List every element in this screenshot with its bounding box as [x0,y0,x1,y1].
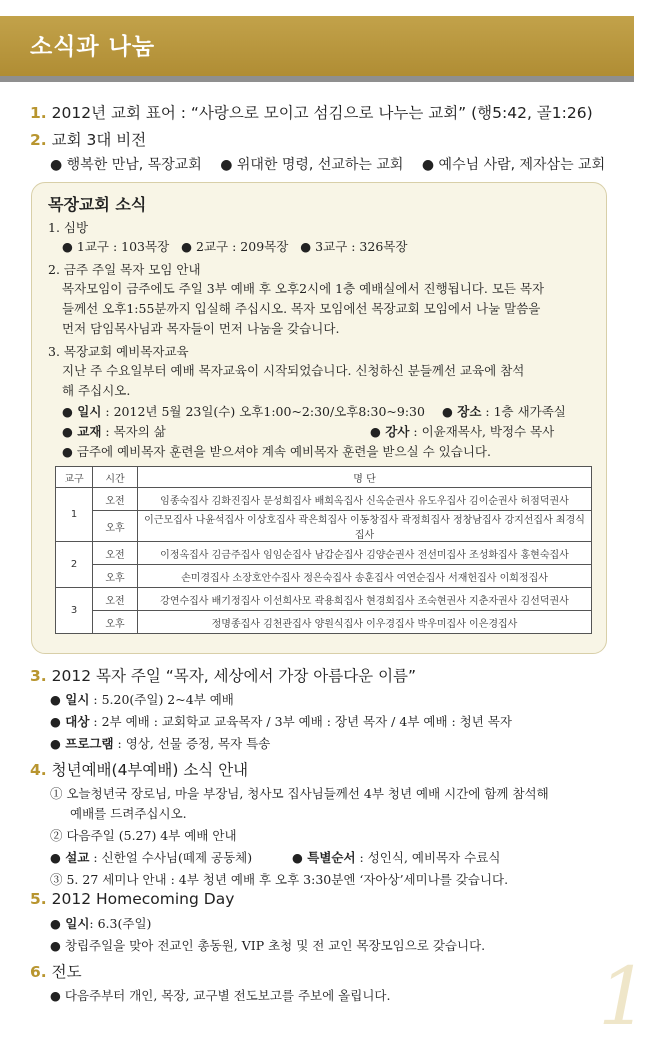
section-header [0,16,634,76]
s4-line-3: ② 다음주일 (5.27) 4부 예배 안내 [50,828,237,843]
item-5 [30,890,234,908]
item-2 [30,128,146,150]
time-cell: 오후 [93,611,138,634]
names-cell: 정명종집사 김천관집사 양원식집사 이우경집사 박우미집사 이은경집사 [138,611,592,634]
mokjang-title: 목장교회 소식 [48,195,147,214]
s5-date [50,914,151,932]
gyogu-cell: 3 [56,588,93,634]
table-row [56,488,592,511]
table-row [56,542,592,565]
vision-bullets [50,154,605,174]
table-row [56,511,592,542]
item-2-number: 2. [30,131,47,149]
header-divider [0,76,634,82]
time-cell: 오전 [93,542,138,565]
table-row [56,611,592,634]
edu-teacher [370,422,554,440]
edu-title: 3. 목장교회 예비목자교육 [48,344,189,359]
page-number: 1 [598,950,649,1043]
visit-title: 1. 심방 [48,220,89,235]
col-names: 명 단 [138,467,592,488]
col-time: 시간 [93,467,138,488]
section-title: 소식과 나눔 [30,34,156,60]
s3-target-label: ● 대상 [50,714,90,729]
time-cell: 오후 [93,565,138,588]
table-row [56,588,592,611]
table-header-row [56,467,592,488]
meeting-line-3: 먼저 담임목사님과 목자들이 먼저 나눔을 갖습니다. [62,321,340,336]
item-3-text: 2012 목자 주일 “목자, 세상에서 가장 아름다운 이름” [51,667,417,685]
s6-bullet-1: ● 다음주부터 개인, 목장, 교구별 전도보고를 주보에 올립니다. [50,988,391,1003]
s4-special-label: ● 특별순서 [292,850,356,865]
s3-date-label: ● 일시 [50,692,90,707]
edu-note: ● 금주에 예비목자 훈련을 받으셔야 계속 예비목자 훈련을 받으실 수 있습니다. [62,444,491,459]
s3-date-value: : 5.20(주일) 2~4부 예배 [89,692,234,707]
s3-target [50,712,512,730]
meeting-line-1: 목자모임이 금주에도 주일 3부 예배 후 오후2시에 1층 예배실에서 진행됩니다. 모든 목자 [62,281,545,296]
time-cell: 오후 [93,511,138,542]
item-1 [30,101,593,123]
s5-bullet-2: ● 창립주일을 맞아 전교인 총동원, VIP 초청 및 전 교인 목장모임으로 갖습니다. [50,938,486,953]
item-6-number: 6. [30,963,47,981]
s4-line-4: ③ 5. 27 세미나 안내 : 4부 청년 예배 후 오후 3:30분엔 ‘자아상’세미나를 갖습니다. [50,872,509,887]
visit-b2: ● 2교구 : 209목장 [181,239,289,254]
s4-sermon-label: ● 설교 [50,850,90,865]
s5-date-value: : 6.3(주일) [89,916,152,931]
edu-place-value: : 1층 새가족실 [481,404,566,419]
s3-program-value: : 영상, 선물 증정, 목자 특송 [113,736,271,751]
vision-1: ● 행복한 만남, 목장교회 [50,157,202,173]
gyogu-cell: 2 [56,542,93,588]
item-4 [30,758,248,780]
edu-date [62,402,425,420]
vision-2: ● 위대한 명령, 선교하는 교회 [220,157,404,173]
item-4-number: 4. [30,761,47,779]
item-3-number: 3. [30,667,47,685]
s4-special-value: : 성인식, 예비목자 수료식 [355,850,501,865]
item-4-text: 청년예배(4부예배) 소식 안내 [51,761,249,779]
edu-line-2: 해 주십시오. [62,383,131,398]
names-cell: 강연수집사 배기정집사 이선희사모 곽용희집사 현경희집사 조숙현권사 지춘자권사 김선덕권사 [138,588,592,611]
edu-teacher-label: ● 강사 [370,424,410,439]
s4-sermon [50,848,252,866]
s3-program-label: ● 프로그램 [50,736,114,751]
s4-line-1: ① 오늘청년국 장로님, 마을 부장님, 청사모 집사님들께선 4부 청년 예배 시간에 함께 참석해 [50,786,549,801]
meeting-line-2: 들께선 오후1:55분까지 입실해 주십시오. 목자 모임에선 목장교회 모임에서 나눌 말씀을 [62,301,541,316]
names-cell: 임종숙집사 김화진집사 문성희집사 배희옥집사 신옥순권사 유도우집사 김이순권사 허점덕권사 [138,488,592,511]
meeting-title: 2. 금주 주일 목자 모임 안내 [48,262,201,277]
edu-place [442,402,566,420]
item-6-text: 전도 [51,963,82,981]
s3-target-value: : 2부 예배 : 교회학교 교육목자 / 3부 예배 : 장년 목자 / 4부 예배 : 청년 목자 [89,714,512,729]
edu-date-label: ● 일시 [62,404,102,419]
edu-teacher-value: : 이윤재목사, 박정수 목사 [409,424,555,439]
item-1-text: 2012년 교회 표어 : “사랑으로 모이고 섬김으로 나누는 교회” (행5:42, 골1:26) [51,104,593,122]
item-5-text: 2012 Homecoming Day [51,890,235,908]
s4-special [292,848,500,866]
item-5-number: 5. [30,890,47,908]
s4-line-2: 예배를 드려주십시오. [70,806,187,821]
time-cell: 오전 [93,588,138,611]
item-2-text: 교회 3대 비전 [51,131,147,149]
item-6 [30,960,82,982]
s5-date-label: ● 일시 [50,916,90,931]
visit-bullets [62,237,407,255]
edu-place-label: ● 장소 [442,404,482,419]
edu-date-value: : 2012년 5월 23일(수) 오후1:00~2:30/오후8:30~9:30 [101,404,425,419]
s3-date [50,690,234,708]
edu-line-1: 지난 주 수요일부터 예배 목자교육이 시작되었습니다. 신청하신 분들께선 교육에 참석 [62,363,525,378]
s3-program [50,734,270,752]
gyogu-cell: 1 [56,488,93,542]
names-cell: 이근모집사 나윤석집사 이상호집사 곽은희집사 이동창집사 곽정희집사 정창남집사 강지선집사 최경식집사 [138,511,592,542]
visit-b3: ● 3교구 : 326목장 [300,239,408,254]
top-margin [0,0,634,16]
edu-textbook [62,422,166,440]
visit-b1: ● 1교구 : 103목장 [62,239,170,254]
trainee-table [55,466,592,634]
time-cell: 오전 [93,488,138,511]
item-3 [30,664,416,686]
item-1-number: 1. [30,104,47,122]
names-cell: 손미경집사 소장호안수집사 정은숙집사 송훈집사 여연순집사 서재헌집사 이희정집사 [138,565,592,588]
edu-textbook-label: ● 교재 [62,424,102,439]
names-cell: 이정옥집사 김금주집사 임임순집사 남갑순집사 김양순권사 전선미집사 조성화집사 홍현숙집사 [138,542,592,565]
table-row [56,565,592,588]
vision-3: ● 예수님 사람, 제자삼는 교회 [421,157,606,173]
col-gyogu: 교구 [56,467,93,488]
s4-sermon-value: : 신한얼 수사님(떼제 공동체) [89,850,253,865]
edu-textbook-value: : 목자의 삶 [101,424,166,439]
